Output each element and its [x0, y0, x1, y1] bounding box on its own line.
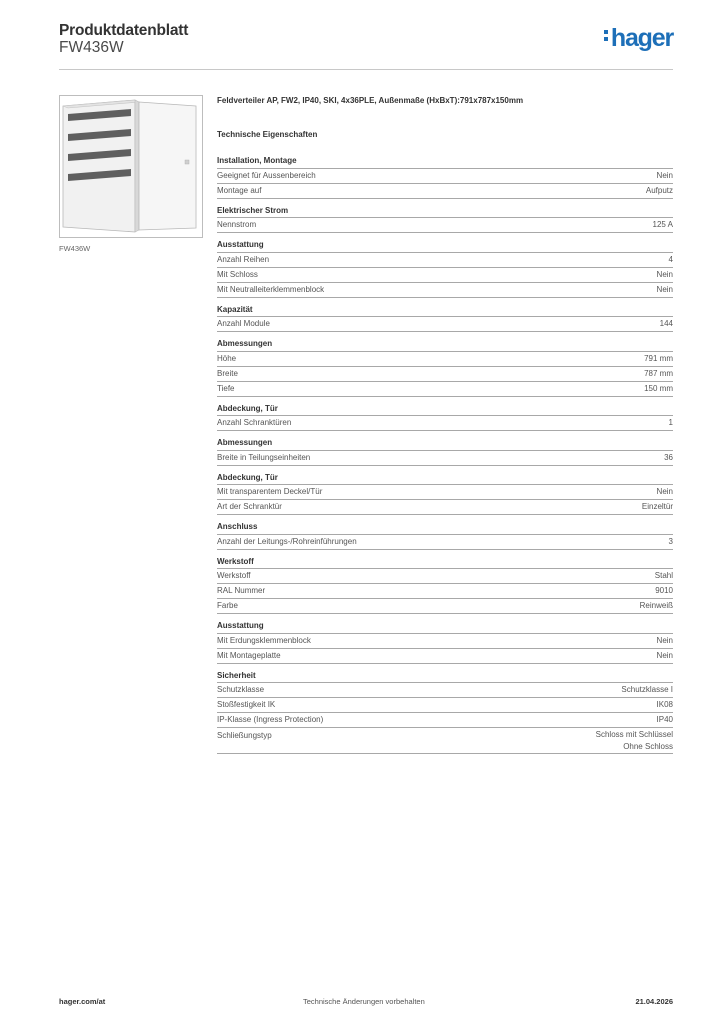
header-divider	[59, 69, 673, 70]
spec-value: Nein	[656, 284, 673, 294]
spec-row	[217, 218, 673, 233]
spec-section	[217, 304, 673, 333]
footer-disclaimer: Technische Änderungen vorbehalten	[303, 997, 425, 1006]
spec-row	[217, 485, 673, 500]
spec-value: 150 mm	[644, 383, 673, 393]
spec-content	[217, 96, 673, 760]
spec-section	[217, 620, 673, 664]
spec-section	[217, 670, 673, 755]
spec-label: Anzahl der Leitungs-/Rohreinführungen	[217, 536, 357, 546]
spec-section	[217, 472, 673, 516]
spec-value-line: Ohne Schloss	[623, 741, 673, 751]
spec-label: Mit Schloss	[217, 269, 258, 279]
spec-label: Mit Erdungsklemmenblock	[217, 635, 311, 645]
spec-label: Tiefe	[217, 383, 235, 393]
spec-label: Geeignet für Aussenbereich	[217, 170, 316, 180]
section-title: Abmessungen	[217, 437, 673, 451]
section-title: Kapazität	[217, 304, 673, 318]
spec-row	[217, 367, 673, 382]
spec-sections	[217, 155, 673, 754]
section-title: Werkstoff	[217, 556, 673, 570]
spec-section	[217, 239, 673, 298]
spec-label: IP-Klasse (Ingress Protection)	[217, 715, 324, 724]
section-title: Ausstattung	[217, 620, 673, 634]
spec-value: Reinweiß	[639, 601, 673, 610]
spec-label: Werkstoff	[217, 571, 251, 580]
image-caption: FW436W	[59, 244, 91, 253]
spec-section	[217, 338, 673, 397]
spec-value: 125 A	[652, 220, 673, 229]
section-title: Sicherheit	[217, 670, 673, 684]
spec-row	[217, 416, 673, 431]
spec-row	[217, 535, 673, 550]
spec-row	[217, 500, 673, 515]
spec-row	[217, 634, 673, 649]
spec-label: Mit Montageplatte	[217, 650, 281, 660]
spec-row	[217, 569, 673, 584]
spec-row	[217, 584, 673, 599]
spec-row	[217, 317, 673, 332]
spec-value: Einzeltür	[641, 502, 673, 511]
spec-label: Breite	[217, 368, 238, 378]
spec-row	[217, 649, 673, 664]
hager-logo	[604, 26, 673, 51]
spec-label: Art der Schranktür	[217, 502, 282, 511]
product-image	[59, 95, 203, 238]
section-title: Abdeckung, Tür	[217, 472, 673, 486]
spec-label: Nennstrom	[217, 220, 257, 229]
spec-label: Farbe	[217, 601, 238, 610]
spec-row	[217, 599, 673, 614]
spec-row	[217, 184, 673, 199]
spec-value: 3	[668, 536, 673, 546]
spec-label: Höhe	[217, 353, 237, 363]
spec-label: Anzahl Reihen	[217, 254, 270, 264]
section-title: Installation, Montage	[217, 155, 673, 169]
spec-value: 9010	[655, 586, 673, 595]
spec-value: Nein	[656, 635, 673, 645]
spec-row	[217, 352, 673, 367]
spec-label: Mit transparentem Deckel/Tür	[217, 487, 323, 496]
spec-value: Nein	[656, 269, 673, 279]
spec-row	[217, 683, 673, 698]
spec-row	[217, 698, 673, 713]
product-description: Feldverteiler AP, FW2, IP40, SKI, 4x36PLE, Außenmaße (HxBxT):791x787x150mm	[217, 96, 524, 105]
spec-label: RAL Nummer	[217, 586, 266, 595]
spec-row	[217, 382, 673, 397]
spec-section	[217, 205, 673, 234]
document-title: Produktdatenblatt	[59, 22, 189, 39]
spec-value: Aufputz	[645, 185, 673, 195]
distribution-cabinet-icon	[60, 96, 203, 238]
section-title: Ausstattung	[217, 239, 673, 253]
spec-label: Montage auf	[217, 185, 262, 195]
technical-properties-heading: Technische Eigenschaften	[217, 130, 318, 139]
spec-row	[217, 268, 673, 283]
spec-value: 4	[668, 254, 673, 264]
spec-section	[217, 556, 673, 615]
spec-section	[217, 155, 673, 199]
logo-text: hager	[610, 24, 673, 52]
spec-row	[217, 283, 673, 298]
spec-value: Nein	[656, 170, 673, 180]
product-code: FW436W	[59, 39, 124, 56]
spec-label: Anzahl Module	[217, 319, 270, 328]
section-title: Abmessungen	[217, 338, 673, 352]
spec-section	[217, 521, 673, 550]
spec-value: IK08	[656, 700, 673, 709]
spec-row	[217, 253, 673, 268]
spec-value	[596, 729, 673, 752]
spec-value: 787 mm	[644, 368, 673, 378]
footer-date: 21.04.2026	[635, 997, 673, 1006]
spec-value: Schutzklasse I	[621, 685, 673, 694]
spec-value: 144	[659, 319, 673, 328]
spec-value: Nein	[656, 650, 673, 660]
logo-dots-icon	[604, 27, 609, 44]
section-title: Abdeckung, Tür	[217, 403, 673, 417]
spec-label: Stoßfestigkeit IK	[217, 700, 276, 709]
section-title: Elektrischer Strom	[217, 205, 673, 219]
spec-value: Stahl	[654, 571, 673, 580]
spec-row	[217, 728, 673, 754]
spec-section	[217, 437, 673, 466]
section-title: Anschluss	[217, 521, 673, 535]
spec-value: IP40	[656, 715, 673, 724]
spec-value-line: Schloss mit Schlüssel	[595, 730, 673, 739]
page-header	[59, 20, 673, 70]
spec-label: Schließungstyp	[217, 731, 272, 740]
spec-value: 36	[664, 452, 673, 462]
spec-row	[217, 713, 673, 728]
spec-label: Schutzklasse	[217, 685, 265, 694]
spec-label: Anzahl Schranktüren	[217, 418, 292, 427]
spec-value: Nein	[656, 487, 673, 496]
spec-value: 1	[668, 418, 673, 427]
spec-row	[217, 169, 673, 184]
spec-label: Breite in Teilungseinheiten	[217, 452, 311, 462]
spec-section	[217, 403, 673, 432]
spec-value: 791 mm	[644, 353, 673, 363]
footer-website-link[interactable]: hager.com/at	[59, 997, 106, 1006]
spec-label: Mit Neutralleiterklemmenblock	[217, 284, 325, 294]
spec-row	[217, 451, 673, 466]
